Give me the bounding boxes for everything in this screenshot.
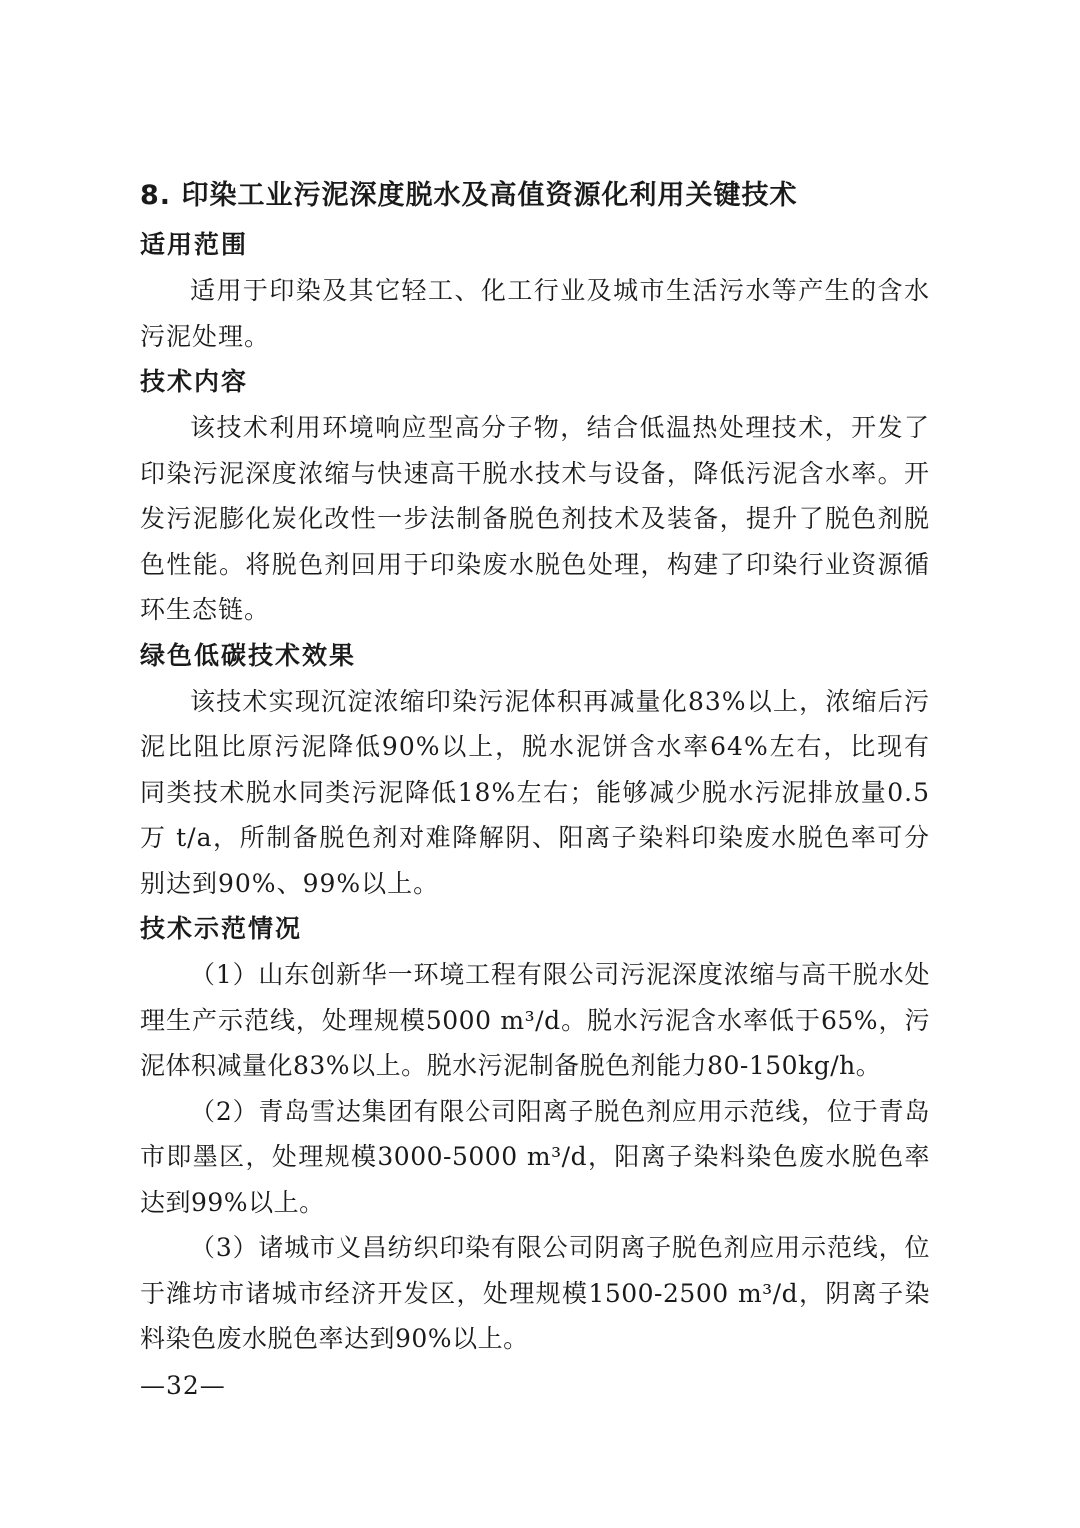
section-title: 8. 印染工业污泥深度脱水及高值资源化利用关键技术 — [140, 180, 798, 211]
demonstration-item-1: （1）山东创新华一环境工程有限公司污泥深度浓缩与高干脱水处理生产示范线，处理规模5000 m³/d。脱水污泥含水率低于65%，污泥体积减量化83%以上。脱水污泥制备脱色剂能力80-150kg/h。 — [140, 960, 930, 1080]
content-paragraph: 该技术利用环境响应型高分子物，结合低温热处理技术，开发了印染污泥深度浓缩与快速高干脱水技术与设备，降低污泥含水率。开发污泥膨化炭化改性一步法制备脱色剂技术及装备，提升了脱色剂脱色性能。将脱色剂回用于印染废水脱色处理，构建了印染行业资源循环生态链。 — [140, 413, 930, 624]
document-page — [140, 170, 930, 1362]
scope-paragraph: 适用于印染及其它轻工、化工行业及城市生活污水等产生的含水污泥处理。 — [140, 276, 930, 351]
demonstration-item-3: （3）诸城市义昌纺织印染有限公司阴离子脱色剂应用示范线，位于潍坊市诸城市经济开发区，处理规模1500-2500 m³/d，阴离子染料染色废水脱色率达到90%以上。 — [140, 1233, 930, 1353]
heading-content: 技术内容 — [140, 367, 249, 396]
page-number: —32— — [140, 1371, 226, 1400]
heading-demonstration: 技术示范情况 — [140, 914, 303, 943]
heading-scope: 适用范围 — [140, 230, 249, 259]
effect-paragraph: 该技术实现沉淀浓缩印染污泥体积再减量化83%以上，浓缩后污泥比阻比原污泥降低90%以上，脱水泥饼含水率64%左右，比现有同类技术脱水同类污泥降低18%左右；能够减少脱水污泥排放量0.5万 t/a，所制备脱色剂对难降解阴、阳离子染料印染废水脱色率可分别达到90%、99%以上。 — [140, 686, 930, 898]
demonstration-item-2: （2）青岛雪达集团有限公司阳离子脱色剂应用示范线，位于青岛市即墨区，处理规模3000-5000 m³/d，阳离子染料染色废水脱色率达到99%以上。 — [140, 1096, 930, 1217]
heading-effect: 绿色低碳技术效果 — [140, 640, 357, 670]
